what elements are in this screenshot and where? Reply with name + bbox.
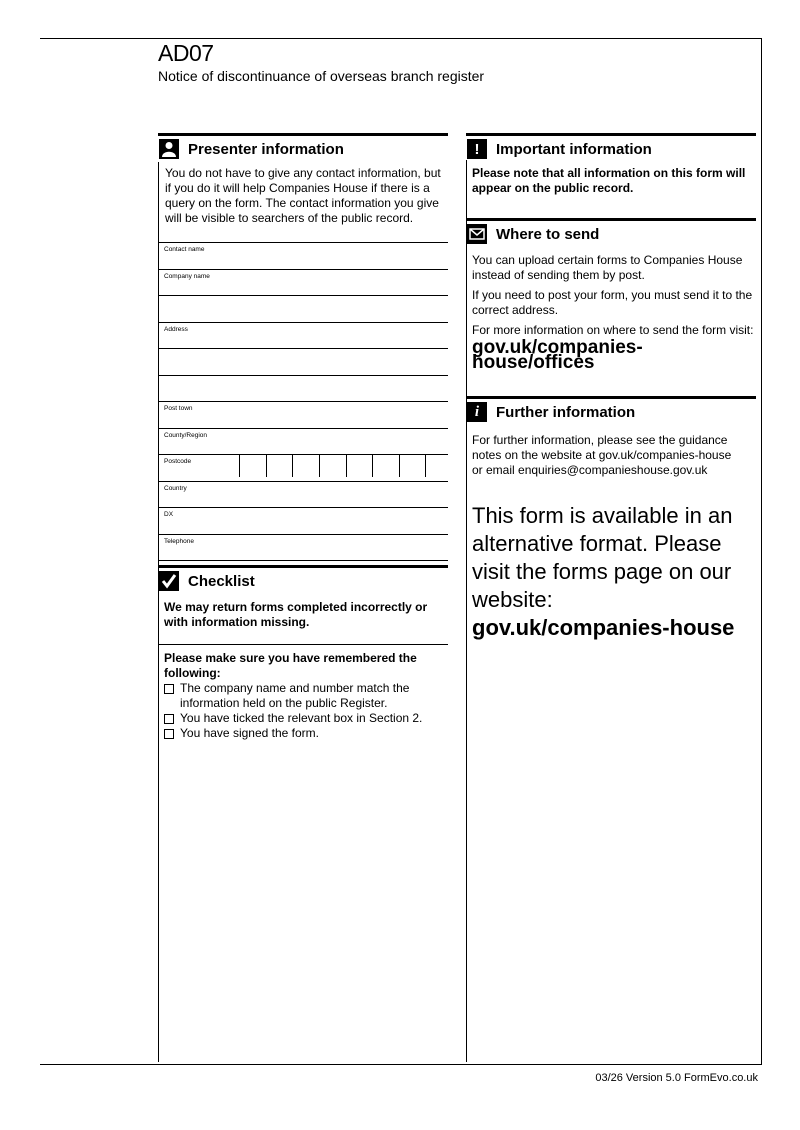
address-field-3[interactable]	[158, 375, 448, 402]
form-subtitle: Notice of discontinuance of overseas branch register	[158, 68, 485, 84]
checklist-item: The company name and number match the information held on the public Register.	[164, 681, 448, 711]
postcode-box[interactable]	[425, 455, 448, 477]
contact-name-label: Contact name	[164, 246, 205, 253]
alt-format-text: This form is available in an alternative format. Please visit the forms page on our website: gov.uk/companies-house	[472, 502, 756, 642]
further-line-2: notes on the website at gov.uk/companies-house	[472, 448, 732, 462]
checkbox[interactable]	[164, 729, 174, 739]
where-to-send-p2: If you need to post your form, you must send it to the correct address.	[472, 288, 753, 317]
post-town-label: Post town	[164, 405, 193, 412]
checklist-item: You have ticked the relevant box in Section 2.	[164, 711, 448, 726]
checklist-body	[158, 644, 448, 741]
county-label: County/Region	[164, 431, 207, 439]
dx-field[interactable]	[158, 507, 448, 534]
further-line-1: For further information, please see the guidance	[472, 433, 728, 447]
important-header	[466, 133, 756, 162]
right-column	[466, 133, 756, 646]
person-icon	[159, 139, 179, 159]
address-field-2[interactable]	[158, 348, 448, 375]
where-to-send-p1: You can upload certain forms to Companies House instead of sending them by post.	[472, 253, 743, 282]
county-field[interactable]	[158, 428, 448, 455]
telephone-field[interactable]	[158, 534, 448, 562]
postcode-box[interactable]	[239, 455, 262, 477]
right-rule	[761, 38, 762, 1065]
address-field[interactable]	[158, 322, 448, 349]
envelope-icon	[467, 224, 487, 244]
presenter-intro: You do not have to give any contact information, but if you do it will help Companies House if there is a query on the form. The contact information you give will be visible to searchers of the public record.	[158, 162, 448, 242]
further-title: Further information	[496, 403, 636, 421]
postcode-box[interactable]	[399, 455, 422, 477]
checklist-header	[158, 565, 448, 594]
where-to-send-p3: For more information on where to send the form visit:	[472, 323, 754, 337]
country-field[interactable]	[158, 481, 448, 508]
postcode-field[interactable]	[158, 454, 448, 481]
contact-name-field[interactable]	[158, 242, 448, 269]
where-to-send-header	[466, 218, 756, 247]
country-label: Country	[164, 484, 187, 492]
further-body	[466, 425, 756, 646]
telephone-label: Telephone	[164, 537, 194, 545]
postcode-box[interactable]	[372, 455, 395, 477]
offices-link[interactable]: gov.uk/companies-house/offices	[472, 337, 643, 373]
where-to-send-title: Where to send	[496, 225, 600, 243]
postcode-box[interactable]	[292, 455, 315, 477]
bottom-rule	[40, 1064, 762, 1065]
checklist-lead: Please make sure you have remembered the following:	[164, 651, 417, 680]
info-icon: i	[467, 402, 487, 422]
further-header	[466, 396, 756, 425]
important-title: Important information	[496, 140, 652, 158]
footer-version: 03/26 Version 5.0 FormEvo.co.uk	[595, 1072, 758, 1084]
company-name-label: Company name	[164, 272, 210, 280]
presenter-header	[158, 133, 448, 162]
address-label: Address	[164, 325, 188, 333]
postcode-box[interactable]	[319, 455, 342, 477]
dx-label: DX	[164, 511, 174, 518]
further-line-3: or email enquiries@companieshouse.gov.uk	[472, 463, 708, 477]
postcode-box[interactable]	[346, 455, 369, 477]
checklist-warning: We may return forms completed incorrectly or with information missing.	[164, 600, 428, 629]
checklist-title: Checklist	[188, 572, 255, 590]
checkbox[interactable]	[164, 684, 174, 694]
presenter-title: Presenter information	[188, 140, 344, 158]
checkbox[interactable]	[164, 714, 174, 724]
important-text: Please note that all information on this form will appear on the public record.	[472, 166, 746, 195]
checkmark-icon	[159, 571, 179, 591]
postcode-box[interactable]	[266, 455, 289, 477]
checklist-item: You have signed the form.	[164, 726, 448, 741]
postcode-boxes	[239, 455, 448, 481]
where-to-send-body	[466, 247, 756, 374]
company-name-field-2[interactable]	[158, 295, 448, 322]
post-town-field[interactable]	[158, 401, 448, 428]
company-name-field[interactable]	[158, 269, 448, 296]
top-rule	[40, 38, 762, 39]
exclamation-icon: !	[467, 139, 487, 159]
left-column	[158, 133, 448, 741]
companies-house-link[interactable]: gov.uk/companies-house	[472, 615, 735, 640]
form-code: AD07	[158, 40, 214, 66]
postcode-label: Postcode	[164, 458, 192, 465]
